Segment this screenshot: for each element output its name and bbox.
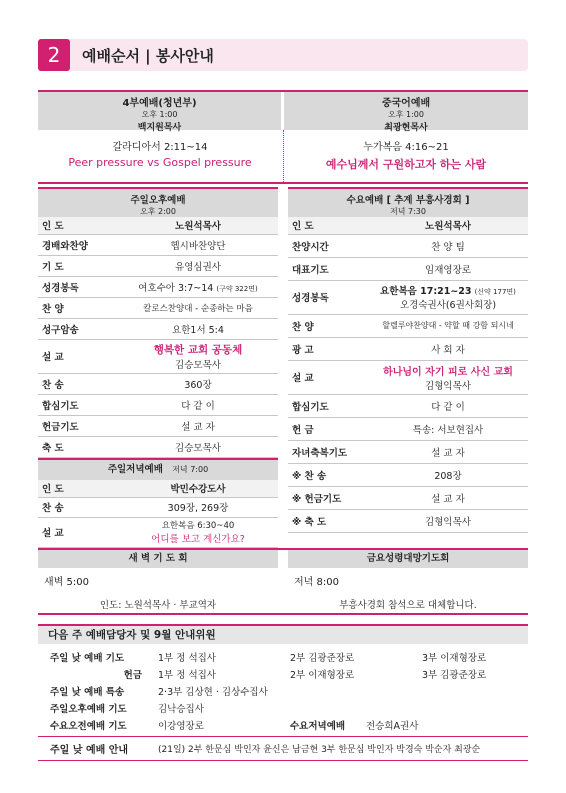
- row-label: ※ 축 도: [288, 509, 368, 532]
- row-value: 찬 양 팀: [368, 234, 528, 257]
- row-label: 경배와찬양: [38, 234, 118, 255]
- sunday-evening-time: 저녁 7:00: [172, 465, 209, 474]
- sunday-afternoon-title: 주일오후예배: [130, 195, 186, 206]
- row-label: 성경봉독: [288, 280, 368, 314]
- row-value: [118, 276, 278, 297]
- row-label: 헌 금: [288, 417, 368, 440]
- next-row-c2-label: 수요저녁예배: [290, 721, 346, 732]
- row-value: 다 같 이: [368, 394, 528, 417]
- sermon-title: 하나님이 자기 피로 사신 교회: [383, 366, 513, 378]
- row-label: 성경봉독: [38, 276, 118, 297]
- row-label: 광 고: [288, 337, 368, 360]
- row-label: 축 도: [38, 436, 118, 457]
- next-row-c2: 2부 김광준장로: [290, 653, 355, 664]
- top-bottom-divider: [38, 182, 528, 184]
- row-label: 기 도: [38, 255, 118, 276]
- row-label: 설 교: [38, 517, 118, 547]
- sunday-afternoon-block: [38, 187, 278, 458]
- table-row: [288, 417, 528, 440]
- wednesday-block: [288, 187, 528, 533]
- table-row: [288, 217, 528, 234]
- chinese-service-title: 중국어예배: [381, 98, 431, 109]
- row-label: 찬 송: [38, 497, 118, 517]
- table-row: [38, 517, 278, 547]
- row-label: 설 교: [288, 360, 368, 394]
- row-value: 박민수강도사: [118, 480, 278, 497]
- next-row-label: 수요오전예배 기도: [50, 721, 127, 732]
- row-value: 360장: [118, 373, 278, 394]
- row-label: 찬 양: [38, 297, 118, 318]
- row-value: 설 교 자: [368, 440, 528, 463]
- dawn-prayer-leader: 인도: 노원석목사 · 부교역자: [99, 600, 217, 611]
- friday-prayer-title: 금요성령대망기도회: [288, 550, 528, 568]
- preacher-name: 김형익목사: [425, 380, 471, 392]
- row-value: 할렐루야찬양대 - 약할 때 강함 되시네: [368, 314, 528, 337]
- row-value: [118, 517, 278, 547]
- table-row: [38, 318, 278, 339]
- dawn-prayer-title: 새 벽 기 도 회: [38, 550, 278, 568]
- row-value: 특송: 서보현집사: [368, 417, 528, 440]
- table-row: [288, 257, 528, 280]
- row-value: 노원석목사: [118, 217, 278, 234]
- table-row: [38, 394, 278, 415]
- next-row-label: 주일 낮 예배 기도: [50, 653, 125, 664]
- guide-label: 주일 낮 예배 안내: [50, 745, 129, 756]
- sunday-evening-title: 주일저녁예배: [107, 464, 163, 475]
- wednesday-title: 수요예배 [ 추계 부흥사경회 ]: [346, 195, 470, 206]
- table-row: [38, 234, 278, 255]
- row-label: 합심기도: [288, 394, 368, 417]
- row-label: ※ 헌금기도: [288, 486, 368, 509]
- row-value: 헵시바찬양단: [118, 234, 278, 255]
- table-row: [288, 394, 528, 417]
- row-value: 임재영장로: [368, 257, 528, 280]
- next-row-c3: 3부 김광준장로: [422, 670, 487, 681]
- row-value: 노원석목사: [368, 217, 528, 234]
- table-row: [288, 234, 528, 257]
- reader-name: 오경숙권사(6권사회장): [399, 300, 497, 311]
- sermon-title: 어디를 보고 계신가요?: [151, 534, 245, 545]
- row-label: ※ 찬 송: [288, 463, 368, 486]
- next-row-label: 주일오후예배 기도: [50, 704, 127, 715]
- row-label: 찬양시간: [288, 234, 368, 257]
- sermon-title: 행복한 교회 공동체: [153, 343, 243, 356]
- page-note: (신약 177면): [474, 288, 516, 296]
- youth-service-time: 오후 1:00: [141, 110, 178, 119]
- next-row-c2: 전승희A권사: [366, 721, 419, 732]
- wednesday-table: [288, 217, 528, 533]
- row-value: 309장, 269장: [118, 497, 278, 517]
- table-row: [288, 360, 528, 394]
- table-row: [288, 280, 528, 314]
- table-row: [288, 509, 528, 532]
- sunday-evening-table: [38, 480, 278, 548]
- row-label: 찬 송: [38, 373, 118, 394]
- table-row: [288, 486, 528, 509]
- row-value: 사 회 자: [368, 337, 528, 360]
- guide-bottom-line: [38, 760, 528, 761]
- table-row: [38, 436, 278, 457]
- table-row: [288, 314, 528, 337]
- row-value: [368, 280, 528, 314]
- row-value: 설 교 자: [368, 486, 528, 509]
- table-row: [38, 373, 278, 394]
- row-value: 김형익목사: [368, 509, 528, 532]
- guide-names: (21일) 2부 한문심 박인자 윤신은 남금현 3부 한문심 박인자 박경숙 박순자 최광순: [158, 745, 481, 755]
- wednesday-header: [288, 189, 528, 217]
- row-value: [368, 360, 528, 394]
- page-number-badge: 2: [38, 39, 70, 71]
- sunday-evening-block: [38, 458, 278, 548]
- table-row: [288, 463, 528, 486]
- sunday-afternoon-header: [38, 189, 278, 217]
- table-row: [288, 440, 528, 463]
- row-label: 성구암송: [38, 318, 118, 339]
- next-week-header: 다음 주 예배담당자 및 9월 안내위원: [38, 624, 528, 644]
- friday-prayer-note: 부흥사경회 참석으로 대체합니다.: [339, 600, 477, 611]
- row-label: 자녀축복기도: [288, 440, 368, 463]
- guide-top-line: [38, 736, 528, 737]
- next-row-c1: 이강영장로: [158, 721, 204, 732]
- chinese-sermon: 예수님께서 구원하고자 하는 사람: [325, 158, 487, 171]
- scripture-ref: 요한복음 17:21~23: [380, 286, 472, 297]
- row-label: 설 교: [38, 339, 118, 373]
- row-value: 208장: [368, 463, 528, 486]
- youth-service-preacher: 백지원목사: [137, 123, 182, 133]
- row-value: [118, 339, 278, 373]
- next-row-c3: 3부 이재형장로: [422, 653, 487, 664]
- table-row: [38, 255, 278, 276]
- row-label: 헌금기도: [38, 415, 118, 436]
- sunday-afternoon-time: 오후 2:00: [140, 207, 176, 216]
- next-row-c1: 김낙승집사: [158, 704, 204, 715]
- table-row: [38, 415, 278, 436]
- dawn-prayer-time: 새벽 5:00: [44, 577, 89, 588]
- row-value: 김승모목사: [118, 436, 278, 457]
- row-label: 대표기도: [288, 257, 368, 280]
- youth-service-title: 4부예배(청년부): [122, 98, 197, 109]
- preacher-name: 김승모목사: [175, 359, 221, 371]
- row-label: 인 도: [38, 480, 118, 497]
- next-row-c1: 2·3부 김상현 · 김상수집사: [158, 687, 268, 698]
- top-vertical-divider: [283, 130, 284, 182]
- sunday-afternoon-table: [38, 217, 278, 458]
- row-label: 인 도: [38, 217, 118, 234]
- sunday-evening-header: [38, 460, 278, 480]
- row-value: 유영심권사: [118, 255, 278, 276]
- table-row: [38, 497, 278, 517]
- next-row-label: 헌금: [123, 670, 142, 681]
- next-row-c1: 1부 정 석집사: [158, 653, 216, 664]
- friday-prayer-time: 저녁 8:00: [294, 577, 339, 588]
- table-row: [38, 297, 278, 318]
- next-row-c1: 1부 정 석집사: [158, 670, 216, 681]
- page-title: 예배순서 | 봉사안내: [82, 47, 214, 65]
- chinese-service-header: [284, 92, 528, 133]
- next-row-c2: 2부 이재형장로: [290, 670, 355, 681]
- scripture-line: [372, 283, 524, 297]
- chinese-service-time: 오후 1:00: [388, 110, 424, 119]
- scripture-ref: 여호수아 3:7~14: [138, 282, 214, 294]
- chinese-service-preacher: 최광현목사: [384, 123, 428, 133]
- prayer-bottom-line: [38, 613, 528, 615]
- scripture-ref: 요한복음 6:30~40: [161, 521, 235, 531]
- youth-scripture: 갈라디아서 2:11~14: [112, 142, 208, 153]
- youth-service-header: [38, 92, 282, 133]
- table-row: [38, 217, 278, 234]
- row-value: 칼로스찬양대 - 순종하는 마음: [118, 297, 278, 318]
- next-row-label: 주일 낮 예배 특송: [50, 687, 125, 698]
- table-row: [288, 337, 528, 360]
- table-row: [38, 276, 278, 297]
- row-label: 인 도: [288, 217, 368, 234]
- youth-sermon: Peer pressure vs Gospel pressure: [68, 156, 252, 169]
- row-value: 요한1서 5:4: [118, 318, 278, 339]
- row-label: 합심기도: [38, 394, 118, 415]
- wednesday-time: 저녁 7:30: [390, 207, 426, 216]
- table-row: [38, 480, 278, 497]
- page-note: (구약 322면): [216, 284, 258, 293]
- row-value: 설 교 자: [118, 415, 278, 436]
- table-row: [38, 339, 278, 373]
- row-label: 찬 양: [288, 314, 368, 337]
- row-value: 다 같 이: [118, 394, 278, 415]
- chinese-scripture: 누가복음 4:16~21: [363, 142, 449, 153]
